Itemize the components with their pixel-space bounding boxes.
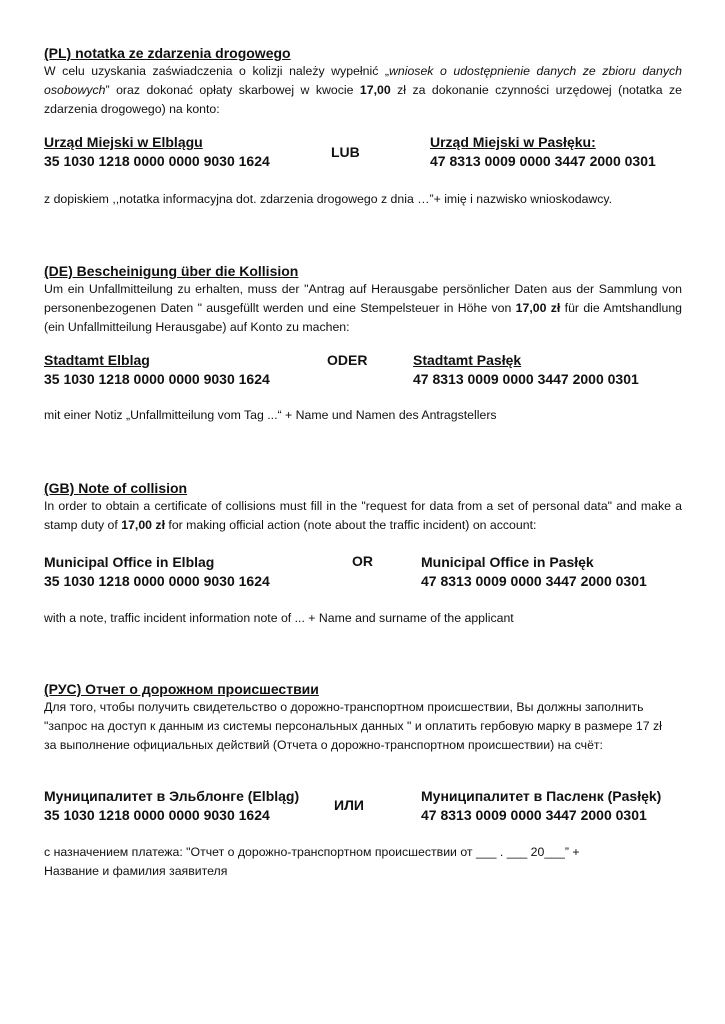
pl-office-1: Urząd Miejski w Elblągu — [44, 134, 203, 150]
gb-text-2: for making official action (note about the traffic incident) on account: — [165, 518, 537, 532]
de-account-elblag — [44, 351, 270, 389]
gb-note: with a note, traffic incident information note of ... + Name and surname of the applicant — [44, 611, 514, 625]
gb-account-elblag — [44, 553, 270, 591]
ru-heading: (РУС) Отчет о дорожном происшествии — [44, 681, 319, 697]
ru-conjunction: ИЛИ — [334, 797, 364, 813]
pl-office-2: Urząd Miejski w Pasłęku: — [430, 134, 596, 150]
de-text-2: für die Amtshandlung (ein Unfallmitteilung Herausgabe) auf Konto zu machen: — [44, 301, 683, 334]
pl-heading: (PL) notatka ze zdarzenia drogowego — [44, 45, 291, 61]
ru-note-line-2: Название и фамилия заявителя — [44, 864, 228, 878]
de-heading: (DE) Bescheinigung über die Kollision — [44, 263, 299, 279]
de-account-paslek — [413, 351, 639, 389]
gb-amount: 17,00 zł — [121, 518, 165, 532]
de-amount: 17,00 zł — [515, 301, 561, 315]
pl-text-3: zł za dokonanie czynności urzędowej (notatka ze zdarzenia drogowego) na konto: — [44, 83, 682, 116]
de-office-1: Stadtamt Elblag — [44, 352, 150, 368]
ru-account-paslek — [421, 787, 661, 825]
ru-note-line-1: с назначением платежа: "Отчет о дорожно-транспортном происшествии от ___ . ___ 20___” + — [44, 845, 580, 859]
de-office-2: Stadtamt Pasłęk — [413, 352, 522, 368]
pl-text-2: ” oraz dokonać opłaty skarbowej w kwocie — [105, 83, 360, 97]
pl-account-1: 35 1030 1218 0000 0000 9030 1624 — [44, 153, 270, 169]
de-note: mit einer Notiz „Unfallmitteilung vom Tag ...“ + Name und Namen des Antragstellers — [44, 408, 497, 422]
pl-account-paslek — [430, 133, 656, 171]
gb-account-1: 35 1030 1218 0000 0000 9030 1624 — [44, 573, 270, 589]
gb-account-2: 47 8313 0009 0000 3447 2000 0301 — [421, 573, 647, 589]
pl-amount: 17,00 — [359, 83, 391, 97]
pl-note: z dopiskiem ,,notatka informacyjna dot. zdarzenia drogowego z dnia …”+ imię i nazwisko wnioskodawcy. — [44, 192, 613, 206]
de-paragraph — [44, 280, 682, 337]
pl-conjunction: LUB — [331, 144, 360, 160]
gb-paragraph — [44, 497, 682, 535]
gb-heading: (GB) Note of collision — [44, 480, 188, 496]
gb-conjunction: OR — [352, 553, 373, 569]
pl-text-1: W celu uzyskania zaświadczenia o kolizji należy wypełnić „ — [44, 64, 389, 78]
ru-paragraph: Для того, чтобы получить свидетельство о дорожно-транспортном происшествии, Вы должны заполнить "запрос на доступ к данным из системы персональных данных " и оплатить гербовую марку в размере 17 zł за выполнение официальных действий (Отчета о дорожно-транспортном происшествии) на счёт: — [44, 700, 662, 752]
de-conjunction: ODER — [327, 352, 368, 368]
gb-office-2: Municipal Office in Pasłęk — [421, 554, 594, 570]
de-text-1: Um ein Unfallmitteilung zu erhalten, muss der "Antrag auf Herausgabe persönlicher Daten aus der Sammlung von personenbezogenen Daten " ausgefüllt werden und eine Stempelsteuer in Höhe von — [44, 282, 682, 315]
gb-account-paslek — [421, 553, 647, 591]
gb-office-1: Municipal Office in Elblag — [44, 554, 215, 570]
de-account-1: 35 1030 1218 0000 0000 9030 1624 — [44, 371, 270, 387]
pl-account-2: 47 8313 0009 0000 3447 2000 0301 — [430, 153, 656, 169]
pl-account-elblag — [44, 133, 270, 171]
ru-account-elblag — [44, 787, 299, 825]
ru-account-2: 47 8313 0009 0000 3447 2000 0301 — [421, 807, 647, 823]
pl-paragraph — [44, 62, 682, 119]
gb-text-1: In order to obtain a certificate of collisions must fill in the "request for data from a set of personal data" and make a stamp duty of — [44, 499, 682, 532]
pl-text-italic: wniosek o udostępnienie danych ze zbioru danych osobowych — [44, 64, 682, 97]
ru-account-1: 35 1030 1218 0000 0000 9030 1624 — [44, 807, 270, 823]
de-account-2: 47 8313 0009 0000 3447 2000 0301 — [413, 371, 639, 387]
ru-office-2: Муниципалитет в Пасленк (Pasłęk) — [421, 788, 662, 804]
ru-office-1: Муниципалитет в Эльблонге (Elbląg) — [44, 788, 300, 804]
